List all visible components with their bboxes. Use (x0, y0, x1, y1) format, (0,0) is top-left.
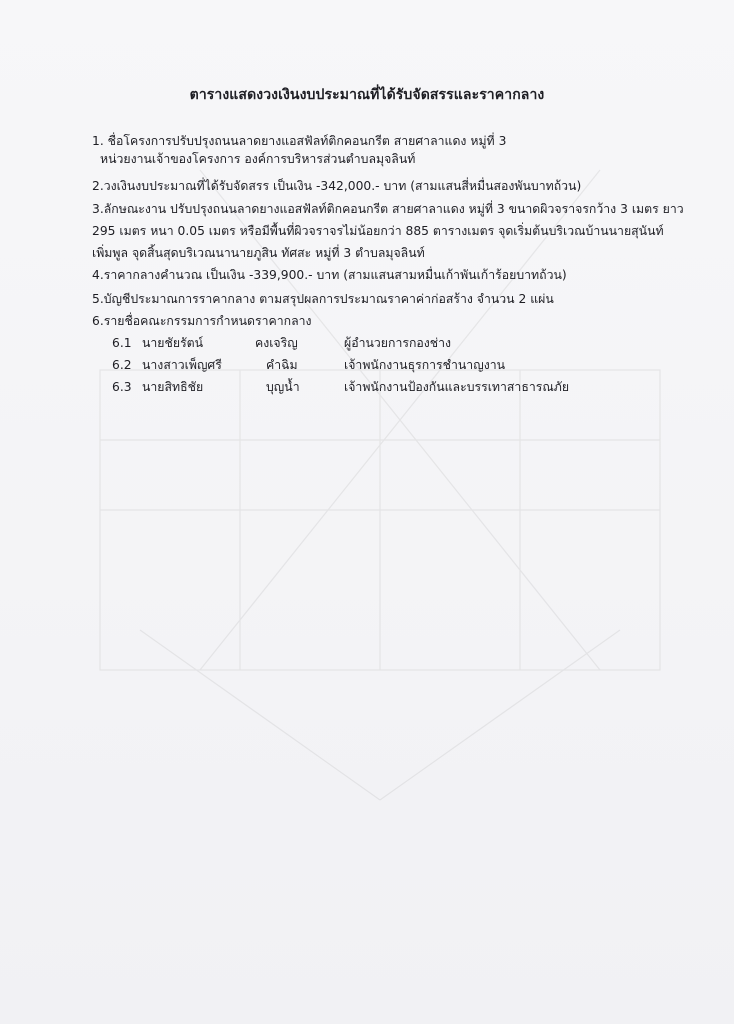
committee-first-name: นายชัยรัตน์ (142, 336, 204, 350)
committee-last-name: บุญน้ำ (266, 380, 300, 394)
item-1-agency: หน่วยงานเจ้าของโครงการ องค์การบริหารส่วนตำบลมุจลินท์ (100, 152, 416, 166)
committee-first-name: นายสิทธิชัย (142, 380, 204, 394)
item-6-committee-heading: 6.รายชื่อคณะกรรมการกำหนดราคากลาง (92, 314, 312, 328)
item-1-project-name: 1. ชื่อโครงการปรับปรุงถนนลาดยางแอสฟัลท์ติกคอนกรีต สายศาลาแดง หมู่ที่ 3 (92, 134, 507, 148)
item-2-budget: 2.วงเงินงบประมาณที่ได้รับจัดสรร เป็นเงิน -342,000.- บาท (สามแสนสี่หมื่นสองพันบาทถ้วน) (92, 179, 582, 193)
committee-position: เจ้าพนักงานธุรการชำนาญงาน (344, 358, 506, 372)
item-5-estimate-sheet: 5.บัญชีประมาณการราคากลาง ตามสรุปผลการประมาณราคาค่าก่อสร้าง จำนวน 2 แผ่น (92, 292, 554, 306)
committee-last-name: คงเจริญ (255, 336, 298, 350)
committee-position: ผู้อำนวยการกองช่าง (344, 336, 452, 350)
committee-first-name: นางสาวเพ็ญศรี (142, 358, 222, 372)
committee-last-name: คำฉิม (266, 358, 298, 372)
item-3-description-line-3: เพิ่มพูล จุดสิ้นสุดบริเวณนานายภูสิน ทัศสะ หมู่ที่ 3 ตำบลมุจลินท์ (92, 246, 425, 260)
committee-number: 6.2 (112, 358, 132, 372)
item-3-description-line-2: 295 เมตร หนา 0.05 เมตร หรือมีพื้นที่ผิวจราจรไม่น้อยกว่า 885 ตารางเมตร จุดเริ่มต้นบริเวณบ้านนายสุนันท์ (92, 224, 664, 238)
committee-position: เจ้าพนักงานป้องกันและบรรเทาสาธารณภัย (344, 380, 570, 394)
committee-number: 6.1 (112, 336, 132, 350)
document-title: ตารางแสดงวงเงินงบประมาณที่ได้รับจัดสรรและราคากลาง (189, 87, 545, 103)
committee-number: 6.3 (112, 380, 132, 394)
item-4-reference-price: 4.ราคากลางคำนวณ เป็นเงิน -339,900.- บาท (สามแสนสามหมื่นเก้าพันเก้าร้อยบาทถ้วน) (92, 268, 567, 282)
item-3-description-line-1: 3.ลักษณะงาน ปรับปรุงถนนลาดยางแอสฟัลท์ติกคอนกรีต สายศาลาแดง หมู่ที่ 3 ขนาดผิวจราจรกว้าง 3 เมตร ยาว (92, 202, 684, 216)
